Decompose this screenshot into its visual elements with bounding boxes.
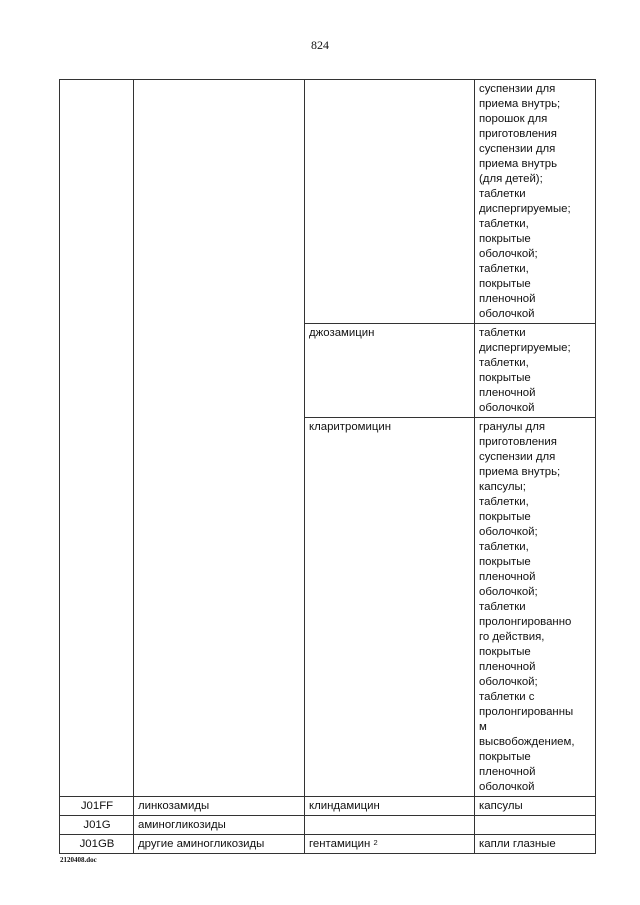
- dosage-form-line: таблетки,: [479, 496, 529, 508]
- dosage-form-line: таблетки: [479, 601, 526, 613]
- atc-code-cell: J01FF: [60, 797, 134, 816]
- dosage-form-line: приема внутрь: [479, 158, 558, 170]
- dosage-form-line: капли глазные: [479, 838, 556, 850]
- dosage-form-line: го действия,: [479, 631, 545, 643]
- table-row: [60, 797, 596, 816]
- drug-name: джозамицин: [309, 327, 375, 339]
- dosage-form-line: приготовления: [479, 128, 557, 140]
- drug-name: клиндамицин: [309, 800, 380, 812]
- dosage-form-line: гранулы для: [479, 421, 546, 433]
- dosage-form-line: покрытые: [479, 511, 531, 523]
- dosage-form-line: приема внутрь;: [479, 98, 561, 110]
- dosage-form-line: приготовления: [479, 436, 557, 448]
- group-cell: линкозамиды: [134, 797, 305, 816]
- drug-name-cell: [305, 80, 475, 324]
- dosage-form-line: пленочной: [479, 293, 536, 305]
- dosage-forms-cell: [475, 797, 596, 816]
- footer-filename: 2120408.doc: [60, 856, 97, 864]
- group-cell: [134, 80, 305, 797]
- drug-name-cell: [305, 324, 475, 418]
- drug-name: гентамицин: [309, 838, 371, 850]
- dosage-form-line: суспензии для: [479, 451, 556, 463]
- table-row: [60, 835, 596, 854]
- dosage-form-line: оболочкой;: [479, 248, 538, 260]
- dosage-form-line: таблетки,: [479, 541, 529, 553]
- dosage-form-line: порошок для: [479, 113, 548, 125]
- dosage-form-line: оболочкой: [479, 308, 535, 320]
- dosage-form-line: пленочной: [479, 766, 536, 778]
- drug-name-cell: [305, 797, 475, 816]
- dosage-form-line: оболочкой;: [479, 676, 538, 688]
- dosage-form-line: покрытые: [479, 556, 531, 568]
- dosage-forms-cell: [475, 816, 596, 835]
- dosage-form-line: таблетки: [479, 327, 526, 339]
- dosage-form-line: капсулы;: [479, 481, 526, 493]
- group-cell: аминогликозиды: [134, 816, 305, 835]
- atc-code-cell: J01G: [60, 816, 134, 835]
- dosage-forms-cell: [475, 324, 596, 418]
- group-cell: другие аминогликозиды: [134, 835, 305, 854]
- dosage-form-line: оболочкой;: [479, 586, 538, 598]
- dosage-form-line: покрытые: [479, 372, 531, 384]
- dosage-forms-cell: [475, 80, 596, 324]
- dosage-form-line: приема внутрь;: [479, 466, 561, 478]
- dosage-form-line: таблетки,: [479, 263, 529, 275]
- dosage-form-line: пролонгированно: [479, 616, 572, 628]
- dosage-form-line: покрытые: [479, 646, 531, 658]
- dosage-form-line: пролонгированны: [479, 706, 574, 718]
- dosage-form-line: таблетки: [479, 188, 526, 200]
- dosage-form-line: покрытые: [479, 278, 531, 290]
- dosage-form-line: капсулы: [479, 800, 523, 812]
- drug-name-cell: [305, 835, 475, 854]
- dosage-form-line: покрытые: [479, 751, 531, 763]
- dosage-form-line: покрытые: [479, 233, 531, 245]
- dosage-form-line: (для детей);: [479, 173, 543, 185]
- atc-code-cell: [60, 80, 134, 797]
- dosage-form-line: пленочной: [479, 571, 536, 583]
- dosage-forms-cell: [475, 418, 596, 797]
- dosage-form-line: таблетки с: [479, 691, 535, 703]
- dosage-form-line: таблетки,: [479, 218, 529, 230]
- dosage-form-line: оболочкой: [479, 402, 535, 414]
- dosage-form-line: диспергируемые;: [479, 342, 571, 354]
- dosage-form-line: оболочкой;: [479, 526, 538, 538]
- dosage-form-line: пленочной: [479, 387, 536, 399]
- drug-name-cell: [305, 816, 475, 835]
- dosage-form-line: таблетки,: [479, 357, 529, 369]
- dosage-form-line: суспензии для: [479, 83, 556, 95]
- footnote-marker: 2: [373, 838, 378, 847]
- dosage-forms-cell: [475, 835, 596, 854]
- page-number: 824: [311, 38, 329, 52]
- dosage-form-line: м: [479, 721, 487, 733]
- drug-name-cell: [305, 418, 475, 797]
- atc-code-cell: J01GB: [60, 835, 134, 854]
- table-row: [60, 816, 596, 835]
- drug-table: [59, 79, 596, 854]
- dosage-form-line: оболочкой: [479, 781, 535, 793]
- dosage-form-line: высвобождением,: [479, 736, 575, 748]
- dosage-form-line: диспергируемые;: [479, 203, 571, 215]
- table-row: [60, 80, 596, 324]
- dosage-form-line: суспензии для: [479, 143, 556, 155]
- dosage-form-line: пленочной: [479, 661, 536, 673]
- drug-name: кларитромицин: [309, 421, 392, 433]
